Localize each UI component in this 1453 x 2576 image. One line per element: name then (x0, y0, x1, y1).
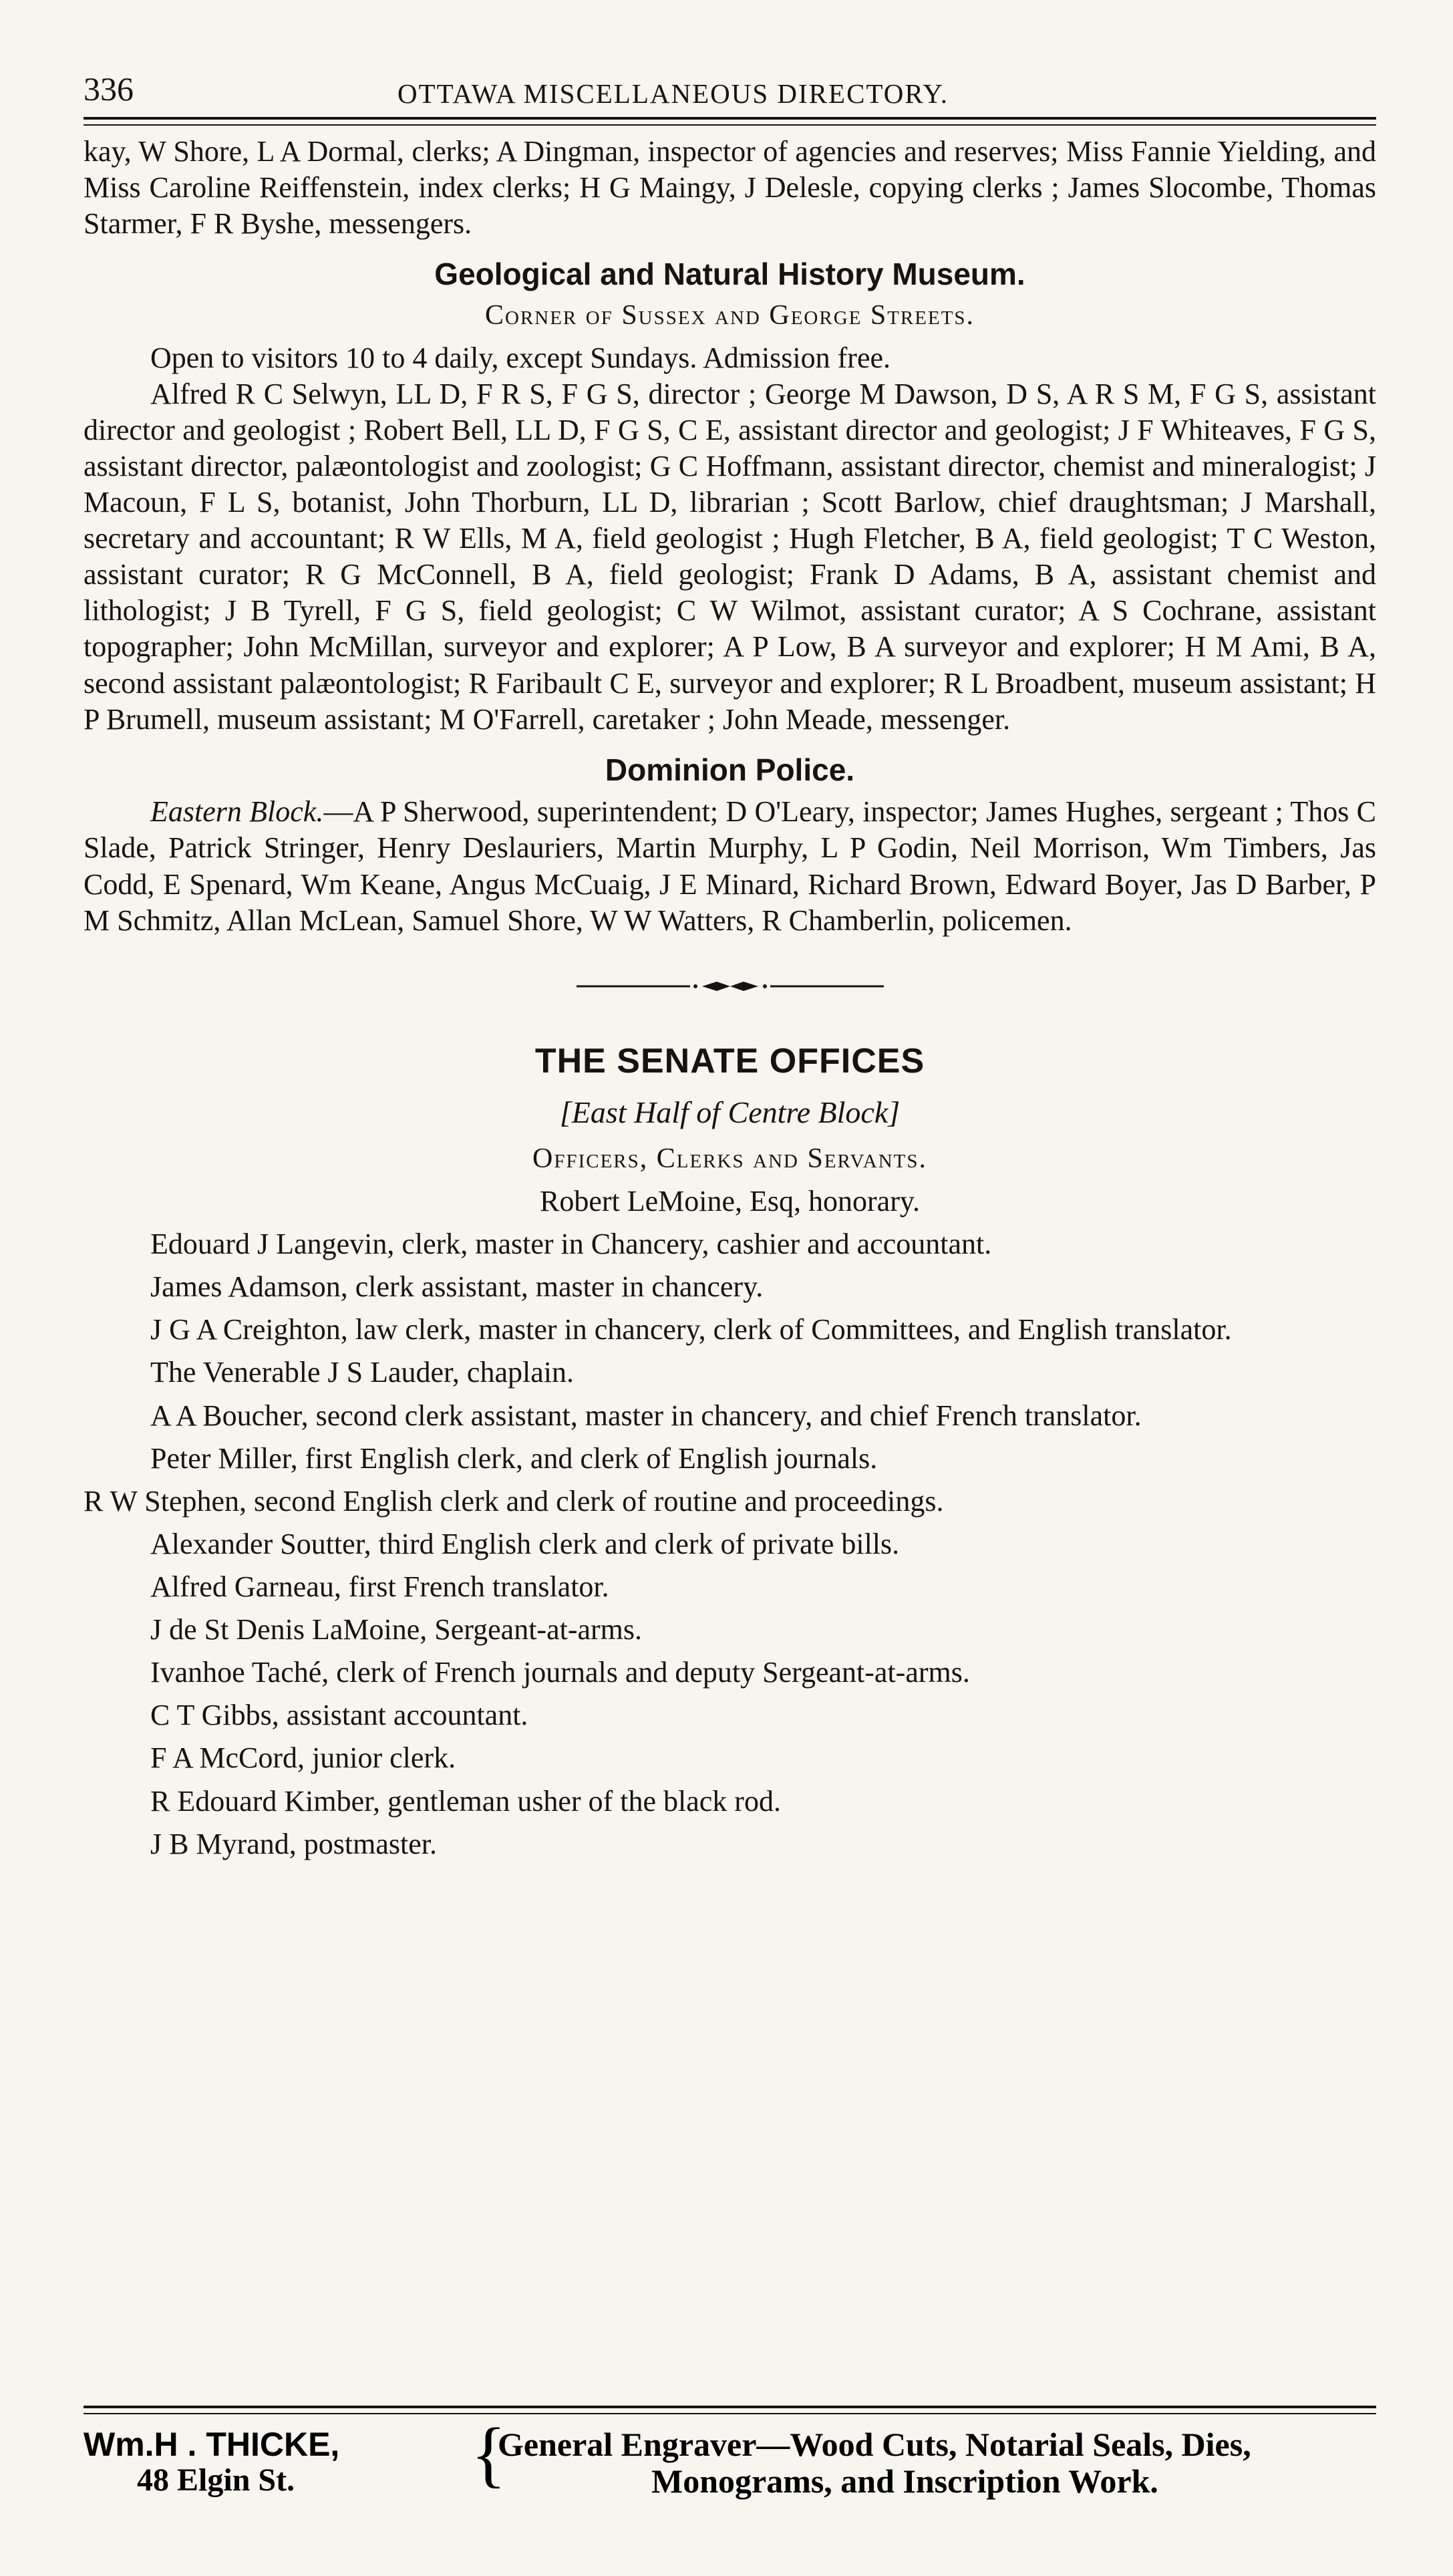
senate-entry: R W Stephen, second English clerk and clerk of routine and proceedings. (84, 1484, 944, 1518)
senate-entry: Alfred Garneau, first French translator. (150, 1570, 609, 1603)
services-line-1: General Engraver—Wood Cuts, Notarial Seals, Dies, (498, 2426, 1251, 2463)
running-title: OTTAWA MISCELLANEOUS DIRECTORY. (397, 78, 949, 109)
museum-hours: Open to visitors 10 to 4 daily, except Sundays. Admission free. (150, 341, 891, 374)
senate-entry: J de St Denis LaMoine, Sergeant-at-arms. (150, 1613, 643, 1647)
museum-location: Corner of Sussex and George Streets. (484, 299, 975, 331)
senate-entry: Ivanhoe Taché, clerk of French journals and deputy Sergeant-at-arms. (150, 1656, 970, 1689)
advertiser-address: 48 Elgin St. (137, 2462, 295, 2498)
senate-subtitle: [East Half of Centre Block] (559, 1095, 901, 1129)
directory-page (84, 63, 1376, 1862)
advertiser-services (498, 2426, 1376, 2500)
senate-entry: J B Myrand, postmaster. (150, 1827, 437, 1860)
police-paragraph (84, 794, 1376, 938)
senate-title: THE SENATE OFFICES (534, 1041, 925, 1081)
advertisement (84, 2413, 1376, 2500)
senate-entry: Alexander Soutter, third English clerk and clerk of private bills. (150, 1527, 900, 1560)
senate-honorary: Robert LeMoine, Esq, honorary. (539, 1184, 920, 1218)
services-line-2: Monograms, and Inscription Work. (651, 2462, 1158, 2500)
museum-staff: Alfred R C Selwyn, LL D, F R S, F G S, director ; George M Dawson, D S, A R S M, F G S, assistant director and geologist ; Robert Bell, LL D, F G S, C E, assistant director and geologist; J F Whiteaves, F G S, assistant director, palæontologist and zoologist; G C Hoffmann, assistant director, chemist and mineralogist; J Macoun, F L S, botanist, John Thorburn, LL D, librarian ; Scott Barlow, chief draughtsman; J Marshall, secretary and accountant; R W Ells, M A, field geologist ; Hugh Fletcher, B A, field geologist; T C Weston, assistant curator; R G McConnell, B A, field geologist; Frank D Adams, B A, assistant chemist and lithologist; J B Tyrell, F G S, field geologist; C W Wilmot, assistant curator; A S Cochrane, assistant topographer; John McMillan, surveyor and explorer; A P Low, B A surveyor and explorer; H M Ami, B A, second assistant palæontologist; R Faribault C E, surveyor and explorer; R L Broadbent, museum assistant; H P Brumell, museum assistant; M O'Farrell, caretaker ; John Meade, messenger. (84, 377, 1376, 736)
section-divider-ornament (84, 979, 1376, 994)
senate-entry: F A McCord, junior clerk. (150, 1741, 456, 1775)
advertiser-name: Wm.H . THICKE, (84, 2426, 340, 2463)
footer-rule (84, 2406, 1376, 2414)
senate-entry: R Edouard Kimber, gentleman usher of the black rod. (150, 1784, 781, 1818)
senate-entry: A A Boucher, second clerk assistant, master in chancery, and chief French translator. (150, 1399, 1142, 1432)
police-title: Dominion Police. (605, 752, 855, 787)
page-header (84, 63, 1376, 117)
senate-list (84, 1226, 1376, 1862)
police-block-label: Eastern Block. (150, 795, 324, 829)
senate-entry: J G A Creighton, law clerk, master in chancery, clerk of Committees, and English translator. (150, 1313, 1232, 1346)
advertisement-footer (84, 2406, 1376, 2500)
page-number: 336 (84, 70, 134, 108)
brace-glyph: { (471, 2413, 506, 2494)
senate-entry: Edouard J Langevin, clerk, master in Chancery, cashier and accountant. (150, 1228, 992, 1261)
header-rule (84, 117, 1376, 126)
senate-entry: The Venerable J S Lauder, chaplain. (150, 1356, 574, 1389)
police-text: —A P Sherwood, superintendent; D O'Leary, inspector; James Hughes, sergeant ; Thos C Slade, Patrick Stringer, Henry Deslauriers, Martin Murphy, L P Godin, Neil Morrison, Wm Timbers, Jas Codd, E Spenard, Wm Keane, Angus McCuaig, J E Minard, Richard Brown, Edward Boyer, Jas D Barber, P M Schmitz, Allan McLean, Samuel Shore, W W Watters, R Chamberlin, policemen. (84, 795, 1376, 937)
senate-entry: C T Gibbs, assistant accountant. (150, 1699, 528, 1732)
intro-paragraph: kay, W Shore, L A Dormal, clerks; A Dingman, inspector of agencies and reserves; Miss Fannie Yielding, and Miss Caroline Reiffenstein, index clerks; H G Maingy, J Delesle, copying clerks ; James Slocombe, Thomas Starmer, F R Byshe, messengers. (84, 135, 1376, 241)
museum-title: Geological and Natural History Museum. (434, 257, 1025, 292)
senate-entry: Peter Miller, first English clerk, and clerk of English journals. (150, 1441, 878, 1475)
senate-officers-heading: Officers, Clerks and Servants. (532, 1143, 927, 1175)
senate-entry: James Adamson, clerk assistant, master in chancery. (150, 1270, 764, 1304)
advertiser-block (84, 2426, 471, 2498)
